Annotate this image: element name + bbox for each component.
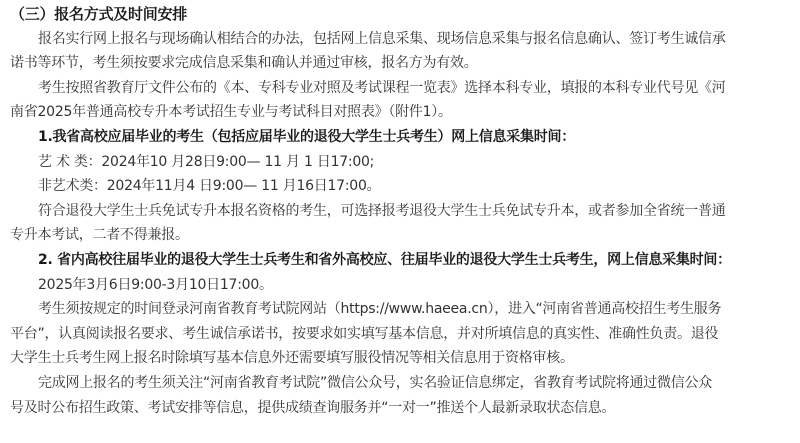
item-1-art-time: 艺 术 类：2024年10 月28日9:00— 11 月 1 日17:00; [38,153,375,170]
item-1-note-line-2: 专升本考试，二者不得兼报。 [10,227,189,244]
item-1-heading: 1.我省高校应届毕业的考生（包括应届毕业的退役大学生士兵考生）网上信息采集时间： [38,128,576,145]
para-wechat-line-1: 完成网上报名的考生须关注“河南省教育考试院”微信公众号，实名验证信息绑定，省教育考试院将通过微信公众 [38,374,713,391]
para-online-login-line-3: 大学生士兵考生网上报名时除填写基本信息外还需要填写服役情况等相关信息用于资格审核。 [10,350,574,367]
item-2-time: 2025年3月6日9:00-3月10日17:00。 [38,276,273,293]
para-major-selection-line-2: 南省2025年普通高校专升本考试招生专业与考试科目对照表》（附件1）。 [10,104,452,121]
section-heading: （三）报名方式及时间安排 [10,5,188,23]
para-registration-method-line-2: 诺书等环节，考生须按要求完成信息采集和确认并通过审核，报名方为有效。 [10,55,478,72]
para-online-login-line-2: 平台”，认真阅读报名要求、考生诚信承诺书，按要求如实填写基本信息，并对所填信息的真实性、准确性负责。退役 [10,325,719,342]
para-online-login-line-1: 考生须按规定的时间登录河南省教育考试院网站（https://www.haeea.cn），进入“河南省普通高校招生考生服务 [38,301,722,318]
item-2-heading: 2. 省内高校往届毕业的退役大学生士兵考生和省外高校应、往届毕业的退役大学生士兵考生，网上信息采集时间： [38,251,731,268]
item-1-non-art-time: 非艺术类：2024年11月4 日9:00— 11 月16日17:00。 [38,178,381,195]
para-wechat-line-2: 号及时公布招生政策、考试安排等信息，提供成绩查询服务并“一对一”推送个人最新录取状态信息。 [10,399,616,416]
para-registration-method-line-1: 报名实行网上报名与现场确认相结合的办法，包括网上信息采集、现场信息采集与报名信息确认、签订考生诚信承 [38,30,726,47]
para-major-selection-line-1: 考生按照省教育厅文件公布的《本、专科专业对照及考试课程一览表》选择本科专业，填报的本科专业代号见《河 [38,79,726,96]
item-1-note-line-1: 符合退役大学生士兵免试专升本报名资格的考生，可选择报考退役大学生士兵免试专升本，或者参加全省统一普通 [38,202,726,219]
